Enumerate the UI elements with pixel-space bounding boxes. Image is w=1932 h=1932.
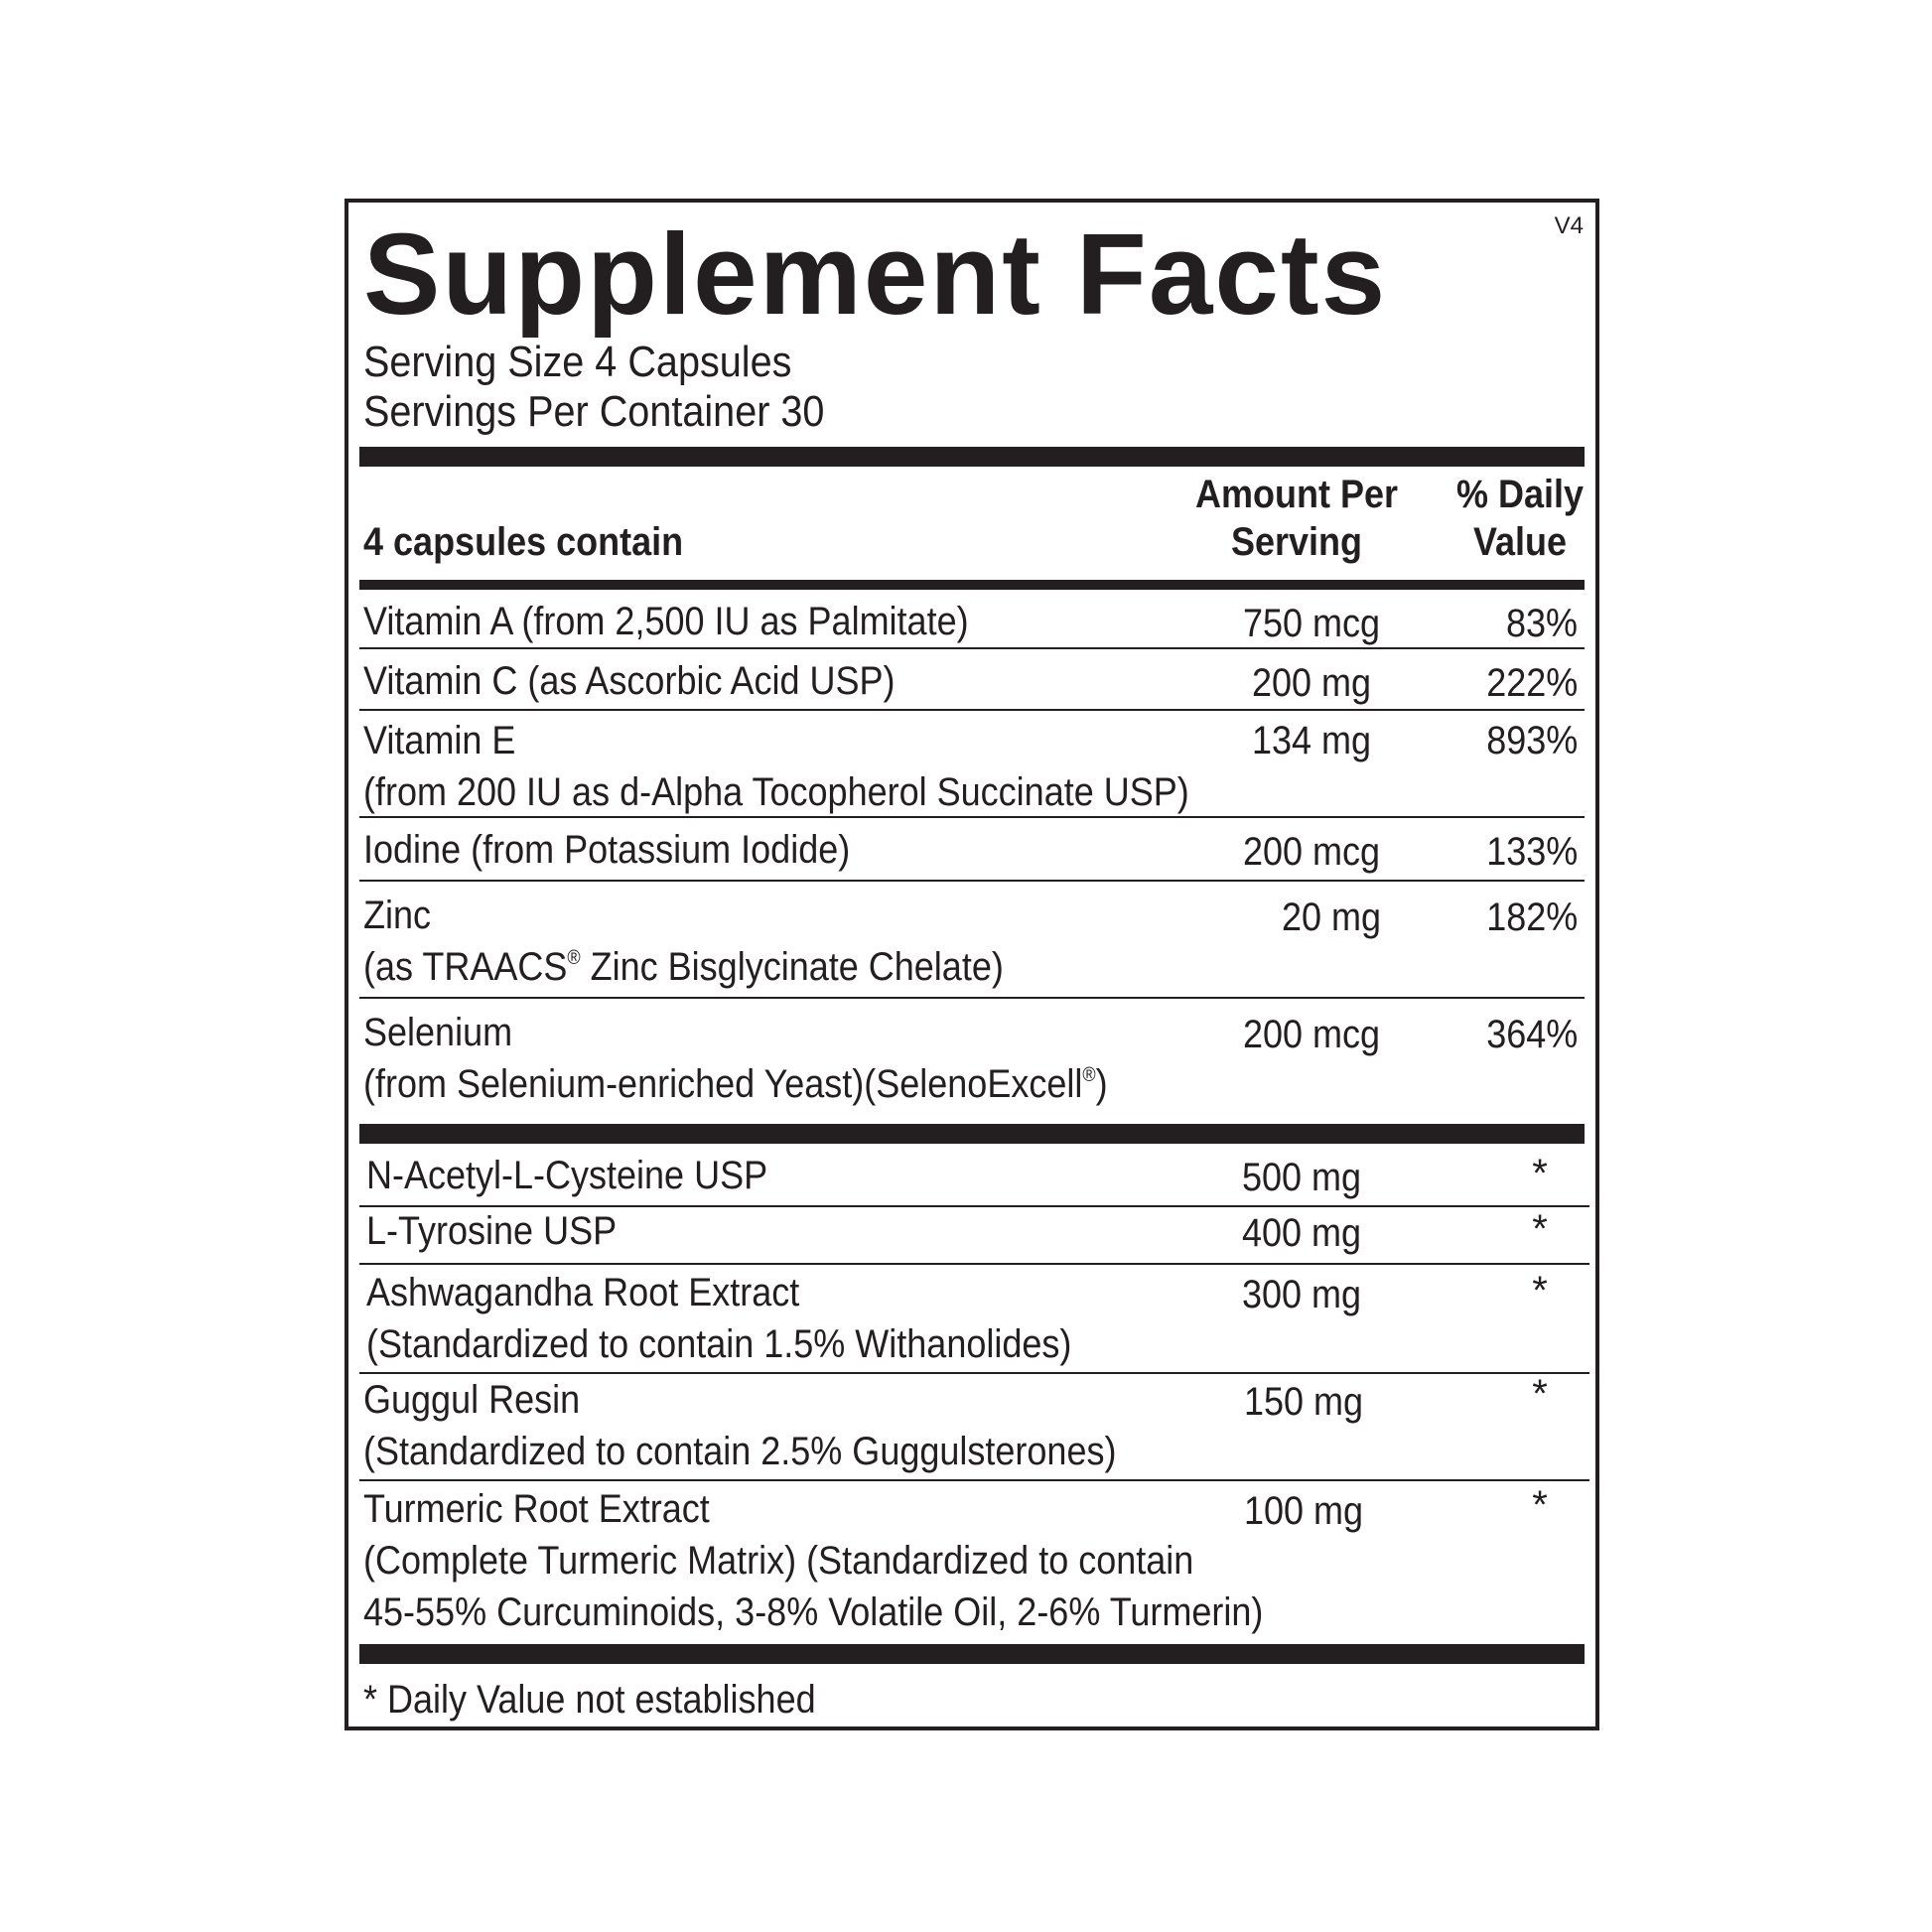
ingredient-amount: 400 mg <box>1241 1211 1362 1255</box>
nutrient-source: (from Selenium-enriched Yeast)(SelenoExcell®) <box>363 1062 1108 1106</box>
nutrient-dv: 182% <box>1485 896 1578 939</box>
nutrient-name: Iodine (from Potassium Iodide) <box>363 828 851 872</box>
nutrient-source: (as TRAACS® Zinc Bisglycinate Chelate) <box>363 945 1004 989</box>
ingredient-amount: 300 mg <box>1241 1273 1362 1316</box>
ingredient-dv: * <box>1532 1269 1548 1312</box>
ingredient-dv: * <box>1532 1372 1548 1416</box>
row-divider <box>359 1263 1589 1265</box>
row-divider <box>359 997 1585 999</box>
supplement-facts-panel <box>345 199 1599 1730</box>
nutrient-dv: 364% <box>1485 1013 1578 1056</box>
ingredient-name: Turmeric Root Extract <box>363 1487 710 1531</box>
nutrient-amount: 750 mcg <box>1242 602 1381 645</box>
row-divider <box>359 1479 1589 1481</box>
header-dv-2: Value <box>1472 520 1568 564</box>
nutrient-name: Zinc <box>363 894 432 937</box>
thick-divider <box>359 1644 1585 1664</box>
nutrient-amount: 200 mcg <box>1242 830 1381 874</box>
nutrient-amount: 200 mcg <box>1242 1013 1381 1056</box>
ingredient-dv: * <box>1532 1207 1548 1251</box>
nutrient-name: Selenium <box>363 1011 513 1054</box>
registered-mark: ® <box>1082 1064 1096 1086</box>
version-code: V4 <box>1554 212 1584 239</box>
ingredient-amount: 150 mg <box>1243 1380 1364 1424</box>
ingredient-standardization: (Standardized to contain 1.5% Withanolides) <box>366 1322 1072 1366</box>
header-amount-2: Serving <box>1230 520 1363 564</box>
nutrient-amount: 200 mg <box>1251 661 1372 705</box>
header-contain: 4 capsules contain <box>363 520 684 564</box>
header-dv-1: % Daily <box>1455 473 1585 516</box>
ingredient-amount: 100 mg <box>1243 1489 1364 1533</box>
nutrient-dv: 83% <box>1505 602 1578 645</box>
serving-size: Serving Size 4 Capsules <box>363 338 792 386</box>
footnote: * Daily Value not established <box>363 1678 816 1722</box>
nutrient-name: Vitamin A (from 2,500 IU as Palmitate) <box>363 600 969 643</box>
nutrient-name: Vitamin C (as Ascorbic Acid USP) <box>363 659 896 703</box>
panel-title: Supplement Facts <box>363 209 1388 339</box>
row-divider <box>359 709 1585 711</box>
nutrient-dv: 133% <box>1485 830 1578 874</box>
nutrient-dv: 222% <box>1485 661 1578 705</box>
ingredient-standardization: (Standardized to contain 2.5% Guggulsterones) <box>363 1430 1117 1473</box>
ingredient-name: L-Tyrosine USP <box>366 1209 618 1253</box>
row-divider <box>359 647 1585 649</box>
thick-divider <box>359 1124 1585 1144</box>
ingredient-standardization-cont: 45-55% Curcuminoids, 3-8% Volatile Oil, 2-6% Turmerin) <box>363 1590 1264 1634</box>
ingredient-name: Guggul Resin <box>363 1378 581 1422</box>
ingredient-dv: * <box>1532 1483 1548 1527</box>
servings-per-container: Servings Per Container 30 <box>363 387 825 436</box>
ingredient-standardization: (Complete Turmeric Matrix) (Standardized to contain <box>363 1539 1194 1583</box>
ingredient-amount: 500 mg <box>1241 1156 1362 1199</box>
row-divider <box>359 816 1585 818</box>
thick-divider <box>359 447 1585 467</box>
ingredient-dv: * <box>1532 1152 1548 1195</box>
nutrient-amount: 20 mg <box>1281 896 1382 939</box>
registered-mark: ® <box>567 947 581 969</box>
header-amount-1: Amount Per <box>1194 473 1399 516</box>
row-divider <box>359 880 1585 882</box>
nutrient-dv: 893% <box>1485 719 1578 762</box>
ingredient-name: N-Acetyl-L-Cysteine USP <box>366 1154 768 1197</box>
nutrient-name: Vitamin E <box>363 719 516 762</box>
nutrient-amount: 134 mg <box>1251 719 1372 762</box>
header-divider <box>359 580 1585 590</box>
nutrient-source: (from 200 IU as d-Alpha Tocopherol Succinate USP) <box>363 770 1189 814</box>
ingredient-name: Ashwagandha Root Extract <box>366 1271 800 1314</box>
